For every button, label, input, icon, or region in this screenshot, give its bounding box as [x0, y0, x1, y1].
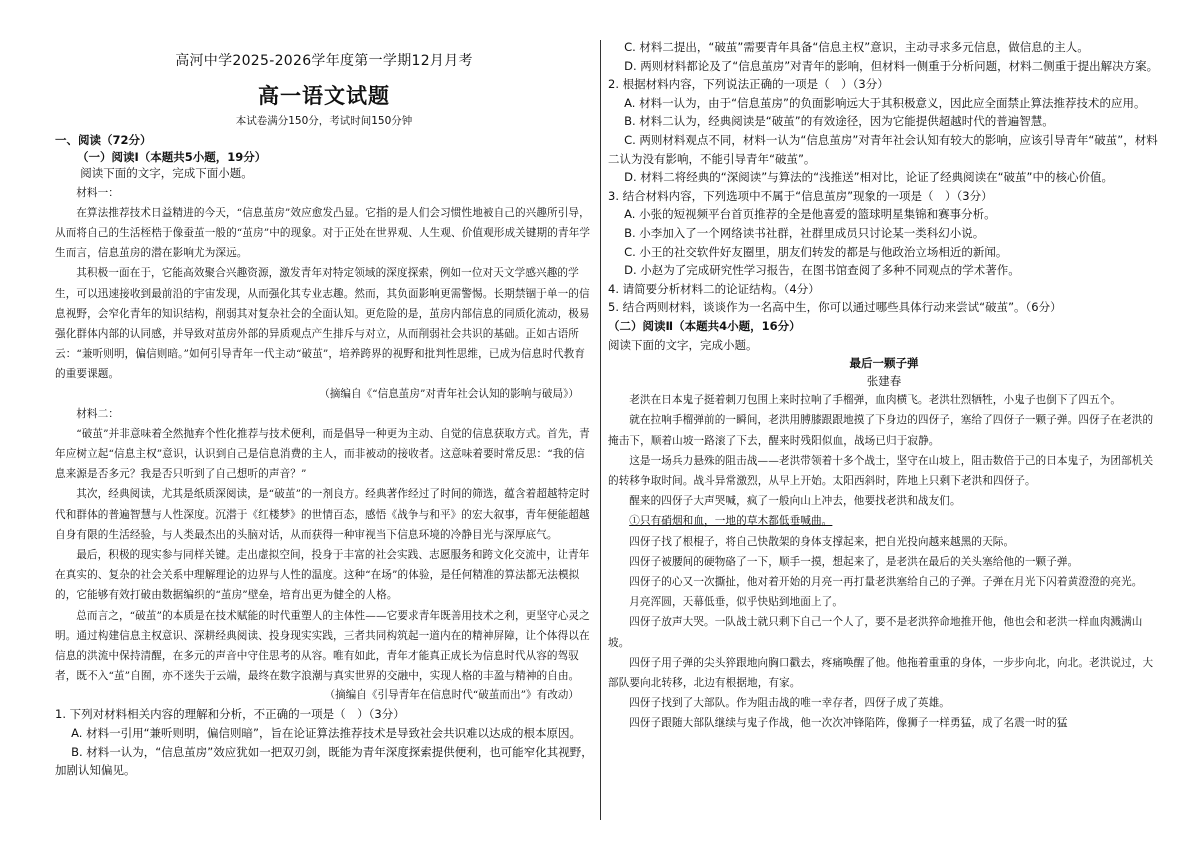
- story-paragraph: 这是一场兵力悬殊的阻击战——老洪带领着十多个战士，坚守在山坡上，阻击数倍于己的日本鬼子，为团部机关的转移争取时间。战斗异常激烈，从早上开始。太阳西斜时，阵地上只剩下老洪和四伢子。: [608, 454, 1154, 487]
- material1-label: 材料一：: [76, 186, 119, 199]
- question-3-option-d: D. 小赵为了完成研究性学习报告，在图书馆查阅了多种不同观点的学术著作。: [624, 263, 1020, 278]
- reading2-heading: （二）阅读Ⅱ（本题共4小题，16分）: [608, 318, 801, 333]
- question-1-option-a: A. 材料一引用“兼听则明，偏信则暗”，旨在论证算法推荐技术是导致社会共识难以达成的根本原因。: [71, 726, 581, 741]
- question-3-stem: 3. 结合材料内容，下列选项中不属于“信息茧房”现象的一项是（ ）（3分）: [608, 188, 993, 203]
- material1-paragraph: 其积极一面在于，它能高效聚合兴趣资源，激发青年对特定领域的深度探索，例如一位对天文学感兴趣的学生，可以迅速接收到最前沿的宇宙发现，从而强化其专业志趣。然而，其负面影响更需警惕。长期禁锢于单一的信息视野，会窄化青年的知识结构，削弱其对复杂社会的全面认知。更危险的是，茧房内部信息的同质化流动，极易强化群体内部的认同感，并导致对茧房外部的异质观点产生排斥与对立，从而削弱社会共识的基础。正如古语所云：“兼听则明，偏信则暗。”如何引导青年一代主动“破茧”，培养跨界的视野和批判性思维，已成为信息时代教育的重要课题。: [55, 267, 590, 381]
- story-underlined-sentence: ①只有硝烟和血，一地的草木都低垂喊曲。: [629, 515, 833, 528]
- story-paragraph: 四伢子找了根棍子，将自己快散架的身体支撑起来，把自光投向越来越黑的天际。: [629, 535, 1015, 548]
- question-2-option-d: D. 材料二将经典的“深阅读”与算法的“浅推送”相对比，论证了经典阅读在“破茧”中的核心价值。: [624, 170, 1114, 185]
- story-paragraph: 老洪在日本鬼子挺着刺刀包围上来时拉响了手榴弹，血肉横飞。老洪壮烈牺牲，小鬼子也倒下了四五个。: [629, 394, 1122, 407]
- story-paragraph: 四伢子跟随大部队继续与鬼子作战，他一次次冲锋陷阵，像狮子一样勇猛，成了名震一时的猛: [629, 717, 1068, 730]
- material2-label: 材料二：: [76, 407, 119, 420]
- question-3-option-b: B. 小李加入了一个网络读书社群，社群里成员只讨论某一类科幻小说。: [624, 225, 985, 240]
- question-3-option-a: A. 小张的短视频平台首页推荐的全是他喜爱的篮球明星集锦和赛事分析。: [624, 207, 996, 222]
- question-1-option-b: B. 材料一认为，“信息茧房”效应犹如一把双刃剑，既能为青年深度探索提供便利，也可能窄化其视野，加剧认知偏见。: [55, 744, 593, 778]
- question-1-option-c: C. 材料二提出，“破茧”需要青年具备“信息主权”意识，主动寻求多元信息，做信息的主人。: [624, 40, 1089, 54]
- story-paragraph: 四伢子被腰间的硬物硌了一下，顺手一摸，想起来了，是老洪在最后的关头塞给他的一颗子弹。: [629, 555, 1079, 568]
- story-paragraph: 四伢子的心又一次撕扯，他对着开始的月亮一再打量老洪塞给自己的子弹。子弹在月光下闪着黄澄澄的亮光。: [629, 575, 1143, 588]
- material1-paragraph: 在算法推荐技术日益精进的今天，“信息茧房”效应愈发凸显。它指的是人们会习惯性地被自己的兴趣所引导，从而将自己的生活桎梏于像蚕茧一般的“茧房”中的现象。对于正处在世界观、人生观、价值观形成关键期的青年学生而言，信息茧房的潜在影响尤为深远。: [55, 206, 591, 260]
- material2-paragraph: “破茧”并非意味着全然抛弃个性化推荐与技术便利，而是倡导一种更为主动、自觉的信息获取方式。首先，青年应树立起“信息主权”意识，认识到自己是信息消费的主人，而非被动的接收者。这意味着要时常反思：“我的信息来源是否多元？我是否只听到了自己想听的声音？”: [55, 427, 590, 481]
- paper-title: 高一语文试题: [258, 84, 390, 108]
- question-2-option-c: C. 两则材料观点不同，材料一认为“信息茧房”对青年社会认知有较大的影响，应该引导青年“破茧”，材料二认为没有影响，不能引导青年“破茧”。: [608, 132, 1158, 166]
- story-paragraph: 月亮浑圆，天幕低垂，似乎快贴到地面上了。: [629, 596, 844, 609]
- section-heading: 一、阅读（72分）: [55, 133, 152, 147]
- question-2-option-b: B. 材料二认为，经典阅读是“破茧”的有效途径，因为它能提供超越时代的普遍智慧。: [624, 114, 1054, 129]
- story-title: 最后一颗子弹: [849, 356, 919, 371]
- question-4: 4. 请简要分析材料二的论证结构。（4分）: [608, 281, 820, 296]
- story-author: 张建春: [866, 374, 902, 389]
- story-paragraph: 醒来的四伢子大声哭喊，疯了一般向山上冲去，他要找老洪和战友们。: [629, 495, 961, 508]
- material2-source: （摘编自《引导青年在信息时代“破茧而出”》有改动）: [324, 689, 579, 702]
- question-2-stem: 2. 根据材料内容，下列说法正确的一项是（ ）（3分）: [608, 77, 889, 92]
- material2-paragraph: 其次，经典阅读，尤其是纸质深阅读，是“破茧”的一剂良方。经典著作经过了时间的筛选，蕴含着超越特定时代和群体的普遍智慧与人性深度。沉潜于《红楼梦》的世情百态，感悟《战争与和平》的宏大叙事，青年便能超越自身有限的生活经验，与人类最杰出的头脑对话，从而获得一种审视当下信息环境的冷静目光与深厚底气。: [55, 488, 590, 541]
- story-paragraph: 四伢子找到了大部队。作为阻击战的唯一幸存者，四伢子成了英雄。: [629, 697, 950, 710]
- reading1-instruction: 阅读下面的文字，完成下面小题。: [80, 166, 253, 180]
- reading2-instruction: 阅读下面的文字，完成小题。: [608, 337, 758, 352]
- material2-paragraph: 最后，积极的现实参与同样关键。走出虚拟空间，投身于丰富的社会实践、志愿服务和跨文化交流中，让青年在真实的、复杂的社会关系中理解理论的边界与人性的温度。这种“在场”的体验，是任何精准的算法都无法模拟的，它能够有效打破由数据编织的“茧房”壁垒，培育出更为健全的人格。: [55, 549, 590, 602]
- question-3-option-c: C. 小王的社交软件好友圈里，朋友们转发的都是与他政治立场相近的新闻。: [624, 244, 1008, 259]
- exam-note: 本试卷满分150分，考试时间150分钟: [235, 115, 413, 127]
- left-column: [55, 0, 593, 847]
- reading1-heading: （一）阅读Ⅰ（本题共5小题，19分）: [77, 150, 267, 164]
- question-2-option-a: A. 材料一认为，由于“信息茧房”的负面影响远大于其积极意义，因此应全面禁止算法推荐技术的应用。: [624, 95, 1146, 110]
- story-paragraph: 四伢子用子弹的尖头猝跟地向胸口戳去，疼痛唤醒了他。他拖着重重的身体，一步步向北，向北。老洪说过，大部队要向北转移，北边有根据地，有家。: [608, 656, 1154, 689]
- material2-paragraph: 总而言之，“破茧”的本质是在技术赋能的时代重塑人的主体性——它要求青年既善用技术之利，更坚守心灵之明。通过构建信息主权意识、深耕经典阅读、投身现实实践，三者共同构筑起一道内在的精神屏障，让个体得以在信息的洪流中保持清醒，在多元的声音中守住思考的从容。唯有如此，青年才能真正成长为信息时代从容的驾驭者，既不入“茧”自囿，亦不迷失于云端，最终在数字浪潮与真实世界的交融中，实现人格的丰盈与精神的自由。: [55, 609, 590, 683]
- question-1-option-d: D. 两则材料都论及了“信息茧房”对青年的影响，但材料一侧重于分析问题，材料二侧重于提出解决方案。: [624, 58, 1159, 73]
- exam-header: 高河中学2025-2026学年度第一学期12月月考: [175, 53, 473, 69]
- question-1-stem: 1. 下列对材料相关内容的理解和分析，不正确的一项是（ ）（3分）: [55, 707, 405, 722]
- right-column: [608, 0, 1160, 847]
- material1-source: （摘编自《“信息茧房”对青年社会认知的影响与破局》）: [319, 387, 579, 400]
- column-divider: [600, 40, 601, 820]
- story-paragraph: 就在拉响手榴弹前的一瞬间，老洪用膊膝跟跟地摸了下身边的四伢子，塞给了四伢子一颗子弹。四伢子在老洪的掩击下，顺着山坡一路滚了下去，醒来时残阳似血，战场已归于寂静。: [608, 414, 1154, 447]
- story-paragraph: 四伢子放声大哭。一队战士就只剩下自己一个人了，要不是老洪猝命地推开他，他也会和老洪一样血肉溅满山坡。: [608, 616, 1143, 649]
- question-5: 5. 结合两则材料，谈谈作为一名高中生，你可以通过哪些具体行动来尝试“破茧”。（6分）: [608, 300, 1062, 315]
